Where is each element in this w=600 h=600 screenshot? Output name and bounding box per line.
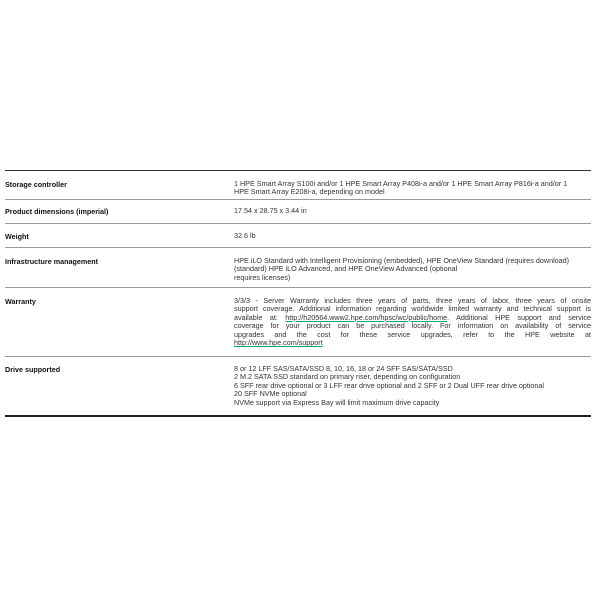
warranty-line-with-link: available at: http://h20564.www2.hpe.com/hpsc/wc/public/home. Additional HPE support and service xyxy=(234,312,591,322)
spec-row-infrastructure-management xyxy=(5,248,591,288)
spec-row-product-dimensions xyxy=(5,200,591,224)
spec-value: 3/3/3 - Server Warranty includes three years of parts, three years of labor, three years of onsite support coverage. Additional information regarding worldwide limited warranty and technical support is available at: http://h20564.www2.hpe.com/hpsc/wc/public/home. Additional HPE support and service coverage for your product can be purchased locally. For information on availability of service upgrades and the cost for these service upgrades, refer to the HPE website at http://www.hpe.com/support xyxy=(234,296,591,348)
spec-row-storage-controller xyxy=(5,171,591,200)
spec-value: 17.54 x 28.75 x 3.44 in xyxy=(234,206,307,215)
spec-table xyxy=(5,170,591,417)
spec-value: 1 HPE Smart Array S100i and/or 1 HPE Smart Array P408i-a and/or 1 HPE Smart Array P816i-a and/or 1 HPE Smart Array E208i-a, depending on model xyxy=(234,179,568,197)
spec-label: Weight xyxy=(5,232,29,241)
spec-value: HPE iLO Standard with Intelligent Provisioning (embedded), HPE OneView Standard (requires download) (standard) HPE iLO Advanced, and HPE OneView Advanced (optional requires licenses) xyxy=(234,256,570,282)
spec-label: Drive supported xyxy=(5,365,61,374)
spec-label: Infrastructure management xyxy=(5,257,99,266)
spec-value: 8 or 12 LFF SAS/SATA/SSD 8, 10, 16, 18 or 24 SFF SAS/SATA/SSD 2 M.2 SATA SSD standard on primary riser, depending on configuration 6 SFF rear drive optional or 3 LFF rear drive optional and 2 SFF or 2 Dual UFF rear drive optional 20 SFF NVMe optional NVMe support via Express Bay will limit maximum drive capacity xyxy=(234,364,544,407)
warranty-last-line xyxy=(234,339,591,347)
spec-row-weight xyxy=(5,224,591,248)
spec-value: 32.6 lb xyxy=(234,231,256,240)
hpe-support-link[interactable]: http://www.hpe.com/support xyxy=(234,338,323,348)
spec-label: Product dimensions (imperial) xyxy=(5,207,109,216)
spec-row-drive-supported xyxy=(5,357,591,417)
spec-row-warranty xyxy=(5,288,591,357)
hpe-support-portal-link[interactable]: http://h20564.www2.hpe.com/hpsc/wc/public/home xyxy=(285,312,448,322)
spec-label: Warranty xyxy=(5,297,36,306)
spec-label: Storage controller xyxy=(5,180,67,189)
